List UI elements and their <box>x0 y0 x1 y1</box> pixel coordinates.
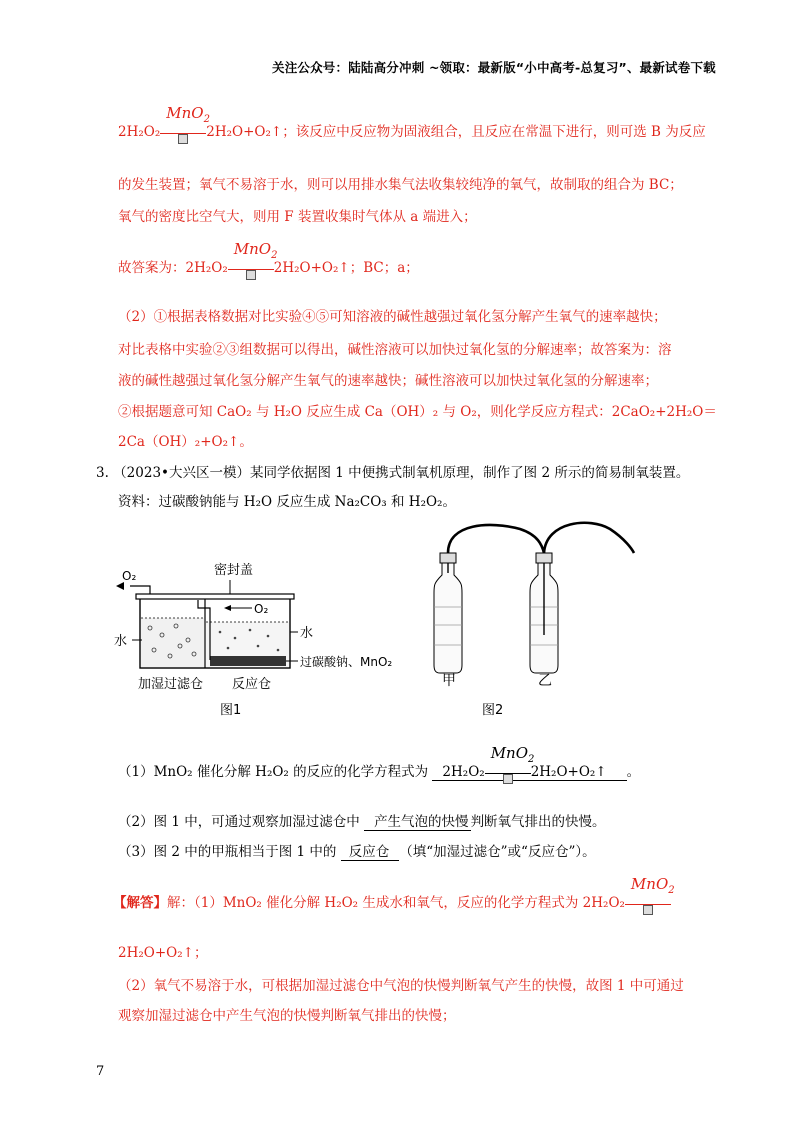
answer-line: （2）氧气不易溶于水，可根据加湿过滤仓中气泡的快慢判断氧气产生的快慢，故图 1 中可通过 <box>118 978 684 994</box>
answer-line: 的发生装置；氧气不易溶于水，则可以用排水集气法收集较纯净的氧气，故制取的组合为 BC； <box>118 177 683 193</box>
bottle-jia <box>434 553 462 673</box>
reaction-arrow <box>625 875 675 911</box>
chamber-2-label: 反应仓 <box>232 677 272 692</box>
reagent-layer <box>210 656 286 666</box>
reaction-arrow <box>160 104 210 140</box>
figure-1-caption: 图1 <box>220 703 242 718</box>
bottle-yi <box>530 553 558 673</box>
reagent-label: 过碳酸钠、MnO₂ <box>300 655 393 669</box>
catalyst-label: MnO$_2$ <box>233 240 278 261</box>
water-label-right: 水 <box>300 626 314 641</box>
answer-line: ②根据题意可知 CaO₂ 与 H₂O 反应生成 Ca（OH）₂ 与 O₂，则化学反应方程式：2CaO₂+2H₂O＝ <box>118 404 717 420</box>
answer-line: 2H₂O₂ MnO$_2$ 2H₂O+O₂↑；该反应中反应物为固液组合，且反应在常温下进行，则可选 B 为反应 <box>118 120 706 140</box>
reaction-arrow <box>228 240 278 276</box>
answer-line: 液的碱性越强过氧化氢分解产生氧气的速率越快；碱性溶液可以加快过氧化氢的分解速率； <box>118 373 658 389</box>
answer-line: （2）①根据表格数据对比实验④⑤可知溶液的碱性越强过氧化氢分解产生氧气的速率越快； <box>118 309 667 325</box>
chamber-1-label: 加湿过滤仓 <box>138 677 204 692</box>
answer-line: 氧气的密度比空气大，则用 F 装置收集时气体从 a 端进入； <box>118 209 477 225</box>
o2-inner-label: O₂ <box>254 602 269 616</box>
subquestion-1: （1）MnO₂ 催化分解 H₂O₂ 的反应的化学方程式为 2H₂O₂ MnO$_2$ 2H₂O+O₂↑ 。 <box>118 760 640 780</box>
catalyst-label: MnO$_2$ <box>166 104 210 125</box>
lid-label: 密封盖 <box>214 563 254 578</box>
answer-line: 观察加湿过滤仓中产生气泡的快慢判断氧气排出的快慢； <box>118 1008 456 1024</box>
catalyst-label: MnO$_2$ <box>630 875 675 896</box>
question-line: 资料：过碳酸钠能与 H₂O 反应生成 Na₂CO₃ 和 H₂O₂。 <box>118 494 456 510</box>
subquestion-2: （2）图 1 中，可通过观察加湿过滤仓中 产生气泡的快慢 判断氧气排出的快慢。 <box>118 814 606 830</box>
bottle-jia-label: 甲 <box>442 673 456 689</box>
answer-line: 【解答】解：（1）MnO₂ 催化分解 H₂O₂ 生成水和氧气，反应的化学方程式为 2H₂O₂ MnO$_2$ <box>113 891 671 911</box>
question-line: 3. （2023•大兴区一模）某同学依据图 1 中便携式制氧机原理，制作了图 2 所示的简易制氧装置。 <box>96 465 690 481</box>
answer-line: 2Ca（OH）₂+O₂↑。 <box>118 434 253 450</box>
answer-line: 2H₂O+O₂↑； <box>118 945 208 961</box>
subquestion-3: （3）图 2 中的甲瓶相当于图 1 中的 反应仓 （填“加湿过滤仓”或“反应仓”）。 <box>118 844 596 860</box>
figure-2 <box>420 515 650 720</box>
figure-2-caption: 图2 <box>482 703 504 718</box>
bottle-yi-label: 乙 <box>538 673 552 689</box>
water-label-left: 水 <box>114 634 128 649</box>
catalyst-label: MnO$_2$ <box>490 744 535 765</box>
page-header: 关注公众号：陆陆高分冲刺 ~领取：最新版“小中高考-总复习”、最新试卷下载 <box>272 60 716 75</box>
o2-outlet-label: O₂ <box>122 569 137 583</box>
figure-1 <box>110 560 430 720</box>
reaction-arrow <box>485 744 535 780</box>
answer-line: 对比表格中实验②③组数据可以得出，碱性溶液可以加快过氧化氢的分解速率；故答案为：溶 <box>118 342 672 358</box>
answer-line: 故答案为：2H₂O₂ MnO$_2$ 2H₂O+O₂↑；BC；a； <box>118 256 419 276</box>
lid <box>136 594 294 599</box>
page-number: 7 <box>96 1064 105 1079</box>
